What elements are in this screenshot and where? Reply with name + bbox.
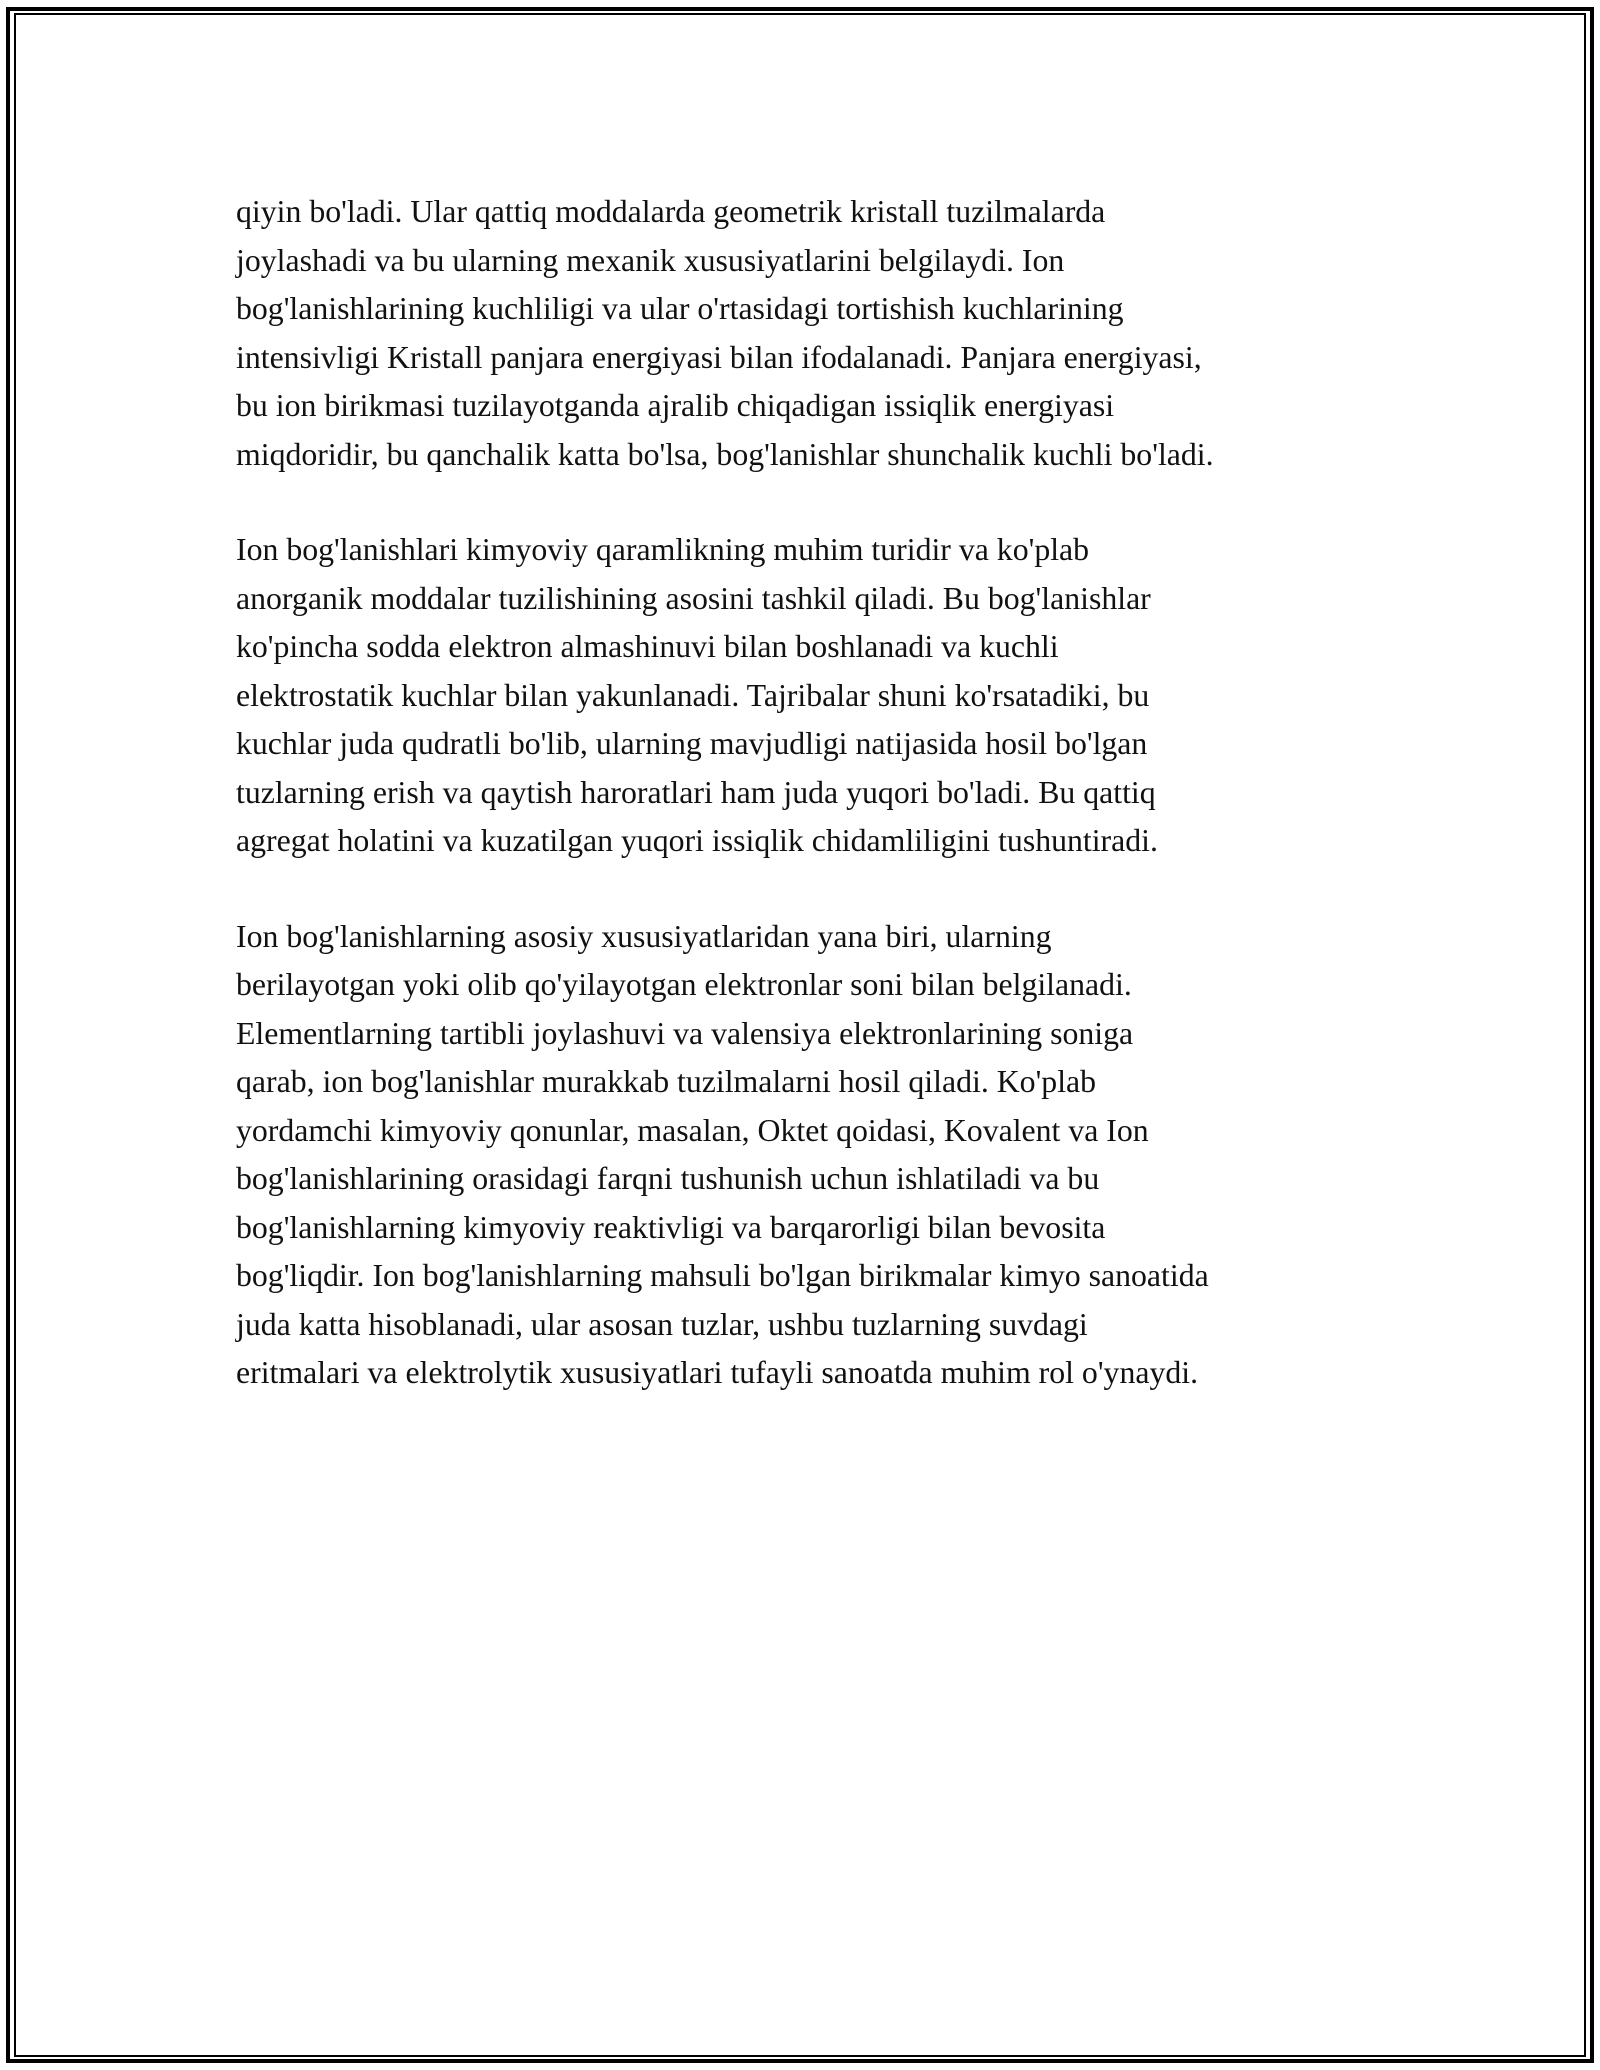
- paragraph-1: qiyin bo'ladi. Ular qattiq moddalarda geometrik kristall tuzilmalarda joylashadi va bu ularning mexanik xususiyatlarini belgilaydi. Ion bog'lanishlarining kuchliligi va ular o'rtasidagi tortishish kuchlarining intensivligi Kristall panjara energiyasi bilan ifodalanadi. Panjara energiyasi, bu ion birikmasi tuzilayotganda ajralib chiqadigan issiqlik energiyasi miqdoridir, bu qanchalik katta bo'lsa, bog'lanishlar shunchalik kuchli bo'ladi.: [236, 194, 1214, 472]
- paragraph-3: Ion bog'lanishlarning asosiy xususiyatlaridan yana biri, ularning berilayotgan yoki olib qo'yilayotgan elektronlar soni bilan belgilanadi. Elementlarning tartibli joylashuvi va valensiya elektronlarining soniga qarab, ion bog'lanishlar murakkab tuzilmalarni hosil qiladi. Ko'plab yordamchi kimyoviy qonunlar, masalan, Oktet qoidasi, Kovalent va Ion bog'lanishlarining orasidagi farqni tushunish uchun ishlatiladi va bu bog'lanishlarning kimyoviy reaktivligi va barqarorligi bilan bevosita bog'liqdir. Ion bog'lanishlarning mahsuli bo'lgan birikmalar kimyo sanoatida juda katta hisoblanadi, ular asosan tuzlar, ushbu tuzlarning suvdagi eritmalari va elektrolytik xususiyatlari tufayli sanoatda muhim rol o'ynaydi.: [236, 918, 1209, 1390]
- paragraph-2: Ion bog'lanishlari kimyoviy qaramlikning muhim turidir va ko'plab anorganik moddalar tuzilishining asosini tashkil qiladi. Bu bog'lanishlar ko'pincha sodda elektron almashinuvi bilan boshlanadi va kuchli elektrostatik kuchlar bilan yakunlanadi. Tajribalar shuni ko'rsatadiki, bu kuchlar juda qudratli bo'lib, ularning mavjudligi natijasida hosil bo'lgan tuzlarning erish va qaytish haroratlari ham juda yuqori bo'ladi. Bu qattiq agregat holatini va kuzatilgan yuqori issiqlik chidamliligini tushuntiradi.: [236, 532, 1158, 858]
- document-body: [236, 188, 1366, 1445]
